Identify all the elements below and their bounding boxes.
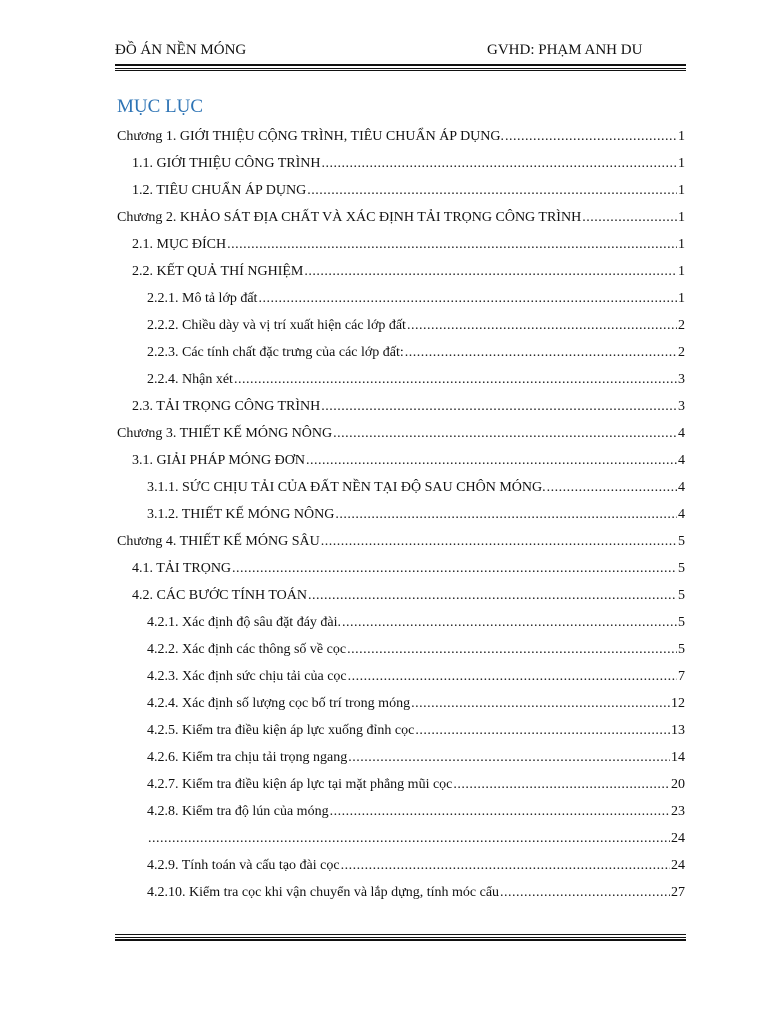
header-double-rule <box>115 64 686 71</box>
toc-dot-leader <box>415 717 670 744</box>
page-header <box>115 42 685 64</box>
toc-entry[interactable] <box>117 717 685 744</box>
toc-page-number: 5 <box>678 561 685 576</box>
toc-entry-text: 3.1. GIẢI PHÁP MÓNG ĐƠN <box>132 453 305 468</box>
toc-entry[interactable] <box>117 690 685 717</box>
toc-page-number: 1 <box>678 237 685 252</box>
toc-page-number: 5 <box>678 588 685 603</box>
toc-entry-text: 2.2.1. Mô tả lớp đất <box>147 291 258 306</box>
toc-dot-leader <box>234 366 677 393</box>
toc-entry[interactable] <box>117 150 685 177</box>
toc-entry-text: 4.2.2. Xác định các thông số về cọc <box>147 642 347 657</box>
toc-entry-text: 4.2.3. Xác định sức chịu tải của cọc <box>147 669 347 684</box>
toc-page-number: 4 <box>678 426 685 441</box>
table-of-contents <box>117 123 685 906</box>
toc-page-number: 12 <box>671 696 685 711</box>
toc-entry-text: 4.2.9. Tính toán và cấu tạo đài cọc <box>147 858 340 873</box>
toc-page-number: 5 <box>678 534 685 549</box>
toc-page-number: 2 <box>678 345 685 360</box>
toc-page-number: 1 <box>678 183 685 198</box>
toc-dot-leader <box>405 339 677 366</box>
toc-entry-text: 4.2. CÁC BƯỚC TÍNH TOÁN <box>132 588 307 603</box>
toc-entry-text: 2.2.3. Các tính chất đặc trưng của các lớp đất: <box>147 345 404 360</box>
toc-entry[interactable] <box>117 609 685 636</box>
toc-entry-text: 4.2.10. Kiểm tra cọc khi vận chuyển và lắp dựng, tính móc cẩu <box>147 885 500 900</box>
toc-dot-leader <box>348 744 670 771</box>
toc-dot-leader <box>227 231 677 258</box>
toc-entry[interactable] <box>117 204 685 231</box>
toc-entry-text: 3.1.1. SỨC CHỊU TẢI CỦA ĐẤT NỀN TẠI ĐỘ SAU CHÔN MÓNG. <box>147 480 546 495</box>
toc-entry-text: Chương 3. THIẾT KẾ MÓNG NÔNG <box>117 426 333 441</box>
toc-entry[interactable] <box>117 447 685 474</box>
toc-dot-leader <box>258 285 677 312</box>
toc-entry[interactable] <box>117 258 685 285</box>
toc-dot-leader <box>347 636 677 663</box>
toc-entry-text: 4.2.7. Kiểm tra điều kiện áp lực tại mặt phẳng mũi cọc <box>147 777 453 792</box>
toc-entry-text: Chương 2. KHẢO SÁT ĐỊA CHẤT VÀ XÁC ĐỊNH TẢI TRỌNG CÔNG TRÌNH <box>117 210 582 225</box>
toc-dot-leader <box>341 852 670 879</box>
toc-entry-text: 4.2.4. Xác định số lượng cọc bố trí trong móng <box>147 696 411 711</box>
toc-entry[interactable] <box>117 555 685 582</box>
toc-entry[interactable] <box>117 285 685 312</box>
toc-dot-leader <box>335 501 677 528</box>
toc-entry-text: 1.1. GIỚI THIỆU CÔNG TRÌNH <box>132 156 321 171</box>
toc-dot-leader <box>321 528 677 555</box>
toc-entry[interactable] <box>117 744 685 771</box>
toc-dot-leader <box>232 555 677 582</box>
toc-dot-leader <box>411 690 670 717</box>
toc-entry[interactable] <box>117 420 685 447</box>
toc-entry[interactable] <box>117 798 685 825</box>
toc-page-number: 1 <box>678 210 685 225</box>
header-project-title: ĐỒ ÁN NỀN MÓNG <box>115 42 247 58</box>
toc-entry-text: 4.2.6. Kiểm tra chịu tải trọng ngang <box>147 750 348 765</box>
toc-page-number: 5 <box>678 615 685 630</box>
toc-dot-leader <box>582 204 677 231</box>
toc-dot-leader <box>348 663 677 690</box>
toc-entry[interactable] <box>117 231 685 258</box>
toc-entry[interactable] <box>117 501 685 528</box>
toc-page-number: 20 <box>671 777 685 792</box>
toc-title: MỤC LỤC <box>117 96 204 117</box>
toc-page-number: 27 <box>671 885 685 900</box>
toc-dot-leader <box>321 393 677 420</box>
toc-dot-leader <box>330 798 670 825</box>
toc-entry[interactable] <box>117 177 685 204</box>
toc-entry-text: Chương 1. GIỚI THIỆU CỘNG TRÌNH, TIÊU CHUẨN ÁP DỤNG. <box>117 129 505 144</box>
toc-entry-text: 4.2.1. Xác định độ sâu đặt đáy đài. <box>147 615 342 630</box>
toc-entry[interactable] <box>117 636 685 663</box>
toc-page-number: 4 <box>678 507 685 522</box>
toc-entry-text: 2.2.4. Nhận xét <box>147 372 233 387</box>
toc-entry-text: Chương 4. THIẾT KẾ MÓNG SÂU <box>117 534 320 549</box>
toc-dot-leader <box>304 258 677 285</box>
toc-page-number: 1 <box>678 264 685 279</box>
toc-dot-leader <box>500 879 670 906</box>
toc-entry[interactable] <box>117 582 685 609</box>
toc-entry-text: 4.2.5. Kiểm tra điều kiện áp lực xuống đỉnh cọc <box>147 723 415 738</box>
footer-double-rule <box>115 934 686 941</box>
toc-page-number: 3 <box>678 399 685 414</box>
toc-dot-leader <box>342 609 677 636</box>
toc-page-number: 5 <box>678 642 685 657</box>
toc-entry[interactable] <box>117 663 685 690</box>
toc-entry[interactable] <box>117 474 685 501</box>
toc-page-number: 4 <box>678 480 685 495</box>
toc-page-number: 1 <box>678 156 685 171</box>
toc-entry[interactable] <box>117 366 685 393</box>
toc-page-number: 1 <box>678 291 685 306</box>
toc-page-number: 23 <box>671 804 685 819</box>
toc-page-number: 24 <box>671 858 685 873</box>
toc-dot-leader <box>148 825 670 852</box>
toc-dot-leader <box>321 150 677 177</box>
toc-entry-text: 4.1. TẢI TRỌNG <box>132 561 232 576</box>
toc-entry[interactable] <box>117 393 685 420</box>
toc-entry[interactable] <box>117 825 685 852</box>
toc-entry-text: 2.1. MỤC ĐÍCH <box>132 237 227 252</box>
toc-dot-leader <box>407 312 677 339</box>
toc-page-number: 2 <box>678 318 685 333</box>
toc-entry[interactable] <box>117 771 685 798</box>
toc-entry[interactable] <box>117 123 685 150</box>
toc-page-number: 24 <box>671 831 685 846</box>
header-instructor: GVHD: PHẠM ANH DU <box>487 42 643 58</box>
toc-page-number: 3 <box>678 372 685 387</box>
toc-dot-leader <box>333 420 677 447</box>
toc-page-number: 1 <box>678 129 685 144</box>
toc-dot-leader <box>308 582 677 609</box>
toc-entry-text: 1.2. TIÊU CHUẨN ÁP DỤNG <box>132 183 307 198</box>
toc-entry[interactable] <box>117 879 685 906</box>
toc-entry-text: 4.2.8. Kiểm tra độ lún của móng <box>147 804 329 819</box>
toc-dot-leader <box>547 474 677 501</box>
toc-entry[interactable] <box>117 528 685 555</box>
toc-page-number: 4 <box>678 453 685 468</box>
toc-dot-leader <box>307 177 677 204</box>
toc-page-number: 13 <box>671 723 685 738</box>
toc-entry[interactable] <box>117 312 685 339</box>
toc-dot-leader <box>505 123 677 150</box>
toc-entry-text: 2.2.2. Chiều dày và vị trí xuất hiện các lớp đất <box>147 318 406 333</box>
toc-entry[interactable] <box>117 852 685 879</box>
toc-page-number: 14 <box>671 750 685 765</box>
toc-entry-text: 2.3. TẢI TRỌNG CÔNG TRÌNH <box>132 399 321 414</box>
toc-entry-text: 3.1.2. THIẾT KẾ MÓNG NÔNG <box>147 507 335 522</box>
toc-page-number: 7 <box>678 669 685 684</box>
toc-entry-text: 2.2. KẾT QUẢ THÍ NGHIỆM <box>132 264 304 279</box>
toc-dot-leader <box>453 771 670 798</box>
toc-entry[interactable] <box>117 339 685 366</box>
toc-dot-leader <box>306 447 677 474</box>
